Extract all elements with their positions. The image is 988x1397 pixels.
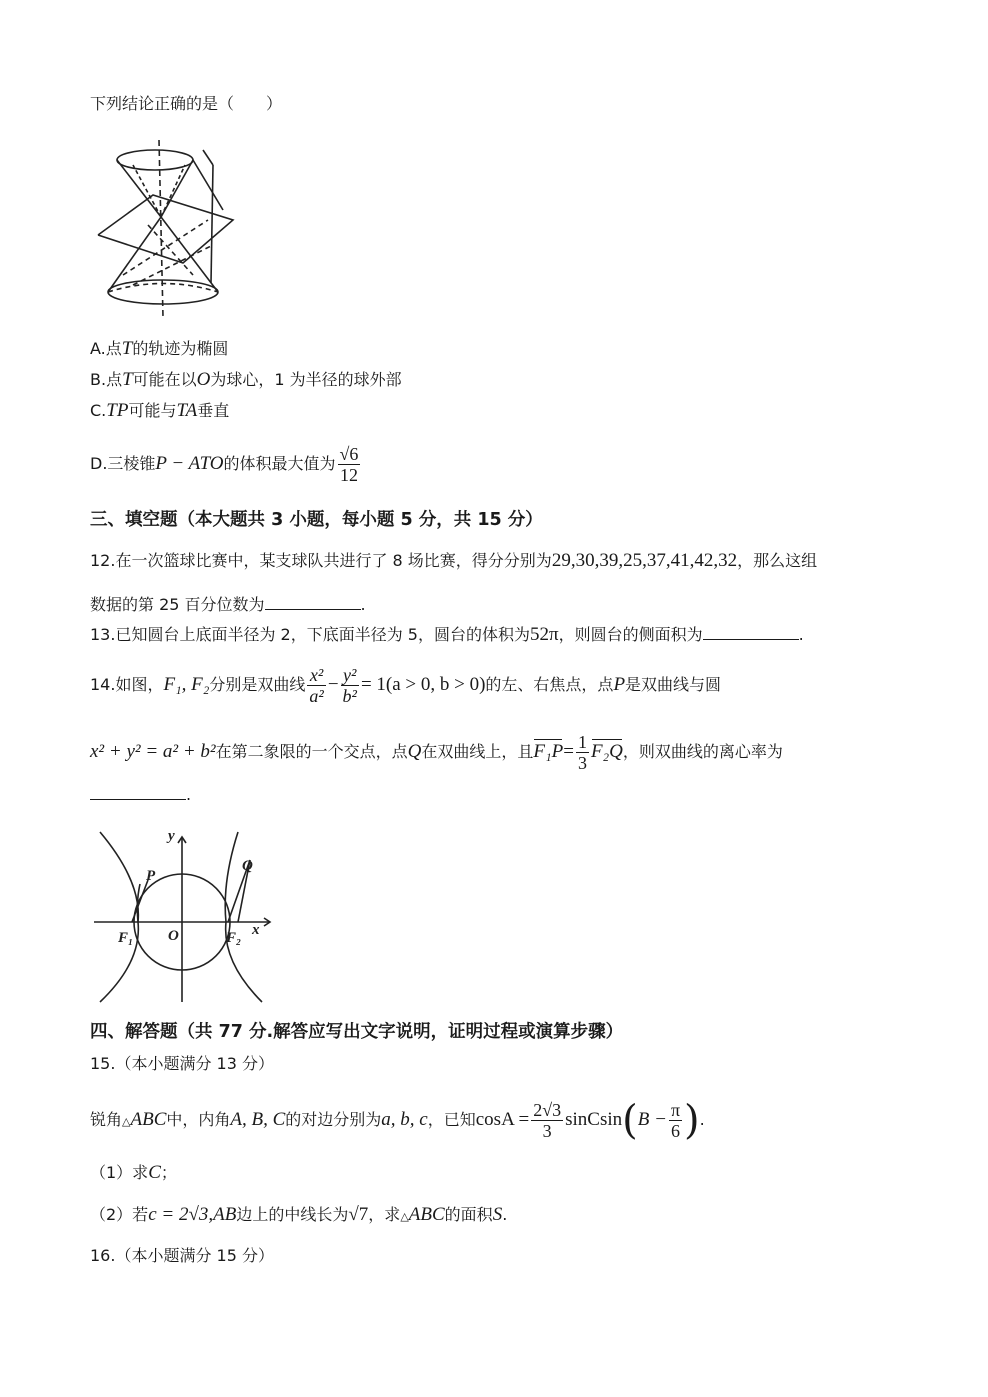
- option-b: B.点T可能在以O为球心，1 为半径的球外部: [90, 369, 402, 390]
- q11-stem: 下列结论正确的是（ ）: [90, 94, 283, 113]
- hyperbola-figure: [90, 822, 280, 1007]
- q12-line2: 数据的第 25 百分位数为 .: [90, 595, 366, 614]
- q15-stem: 锐角△ABC中，内角A, B, C的对边分别为a, b, c，已知cosA = $\frac{2√3}{3}$ sinCsin(B − $\frac{\pi}{6}$ ).: [90, 1097, 705, 1144]
- section-title-solutions: 四、解答题（共 77 分.解答应写出文字说明，证明过程或演算步骤）: [90, 1022, 624, 1042]
- q12-line1: 12.在一次篮球比赛中，某支球队共进行了 8 场比赛，得分分别为29,30,39,25,37,41,42,32，那么这组: [90, 550, 818, 571]
- fig-label-f1: F₁: [118, 930, 134, 946]
- q16-head: 16.（本小题满分 15 分）: [90, 1246, 274, 1265]
- fig-label-x: x: [252, 922, 260, 938]
- fig-label-p: P: [146, 868, 156, 884]
- option-d: D.三棱锥P − ATO的体积最大值为 $\frac{√6}{12}$: [90, 444, 359, 485]
- answer-blank: [265, 595, 361, 610]
- fig-label-y: y: [168, 828, 175, 844]
- fig-label-q: Q: [242, 858, 253, 874]
- q14-line1: 14.如图，F₁, F₂分别是双曲线 $\frac{\text{x²}}{\text{a²}}$ − $\frac{\text{y²}}{\text{b²}}$ = 1(a > 0, b > 0)的左、右焦点，点P是双曲线与圆: [90, 665, 722, 706]
- q14-line3: .: [90, 784, 191, 806]
- answer-blank: [90, 785, 186, 800]
- vector-f1p: F₁P: [533, 741, 564, 762]
- section-title-fill-in: 三、填空题（本大题共 3 小题，每小题 5 分，共 15 分）: [90, 510, 543, 530]
- option-c: C.TP可能与TA垂直: [90, 400, 230, 421]
- fig-label-o: O: [168, 928, 179, 944]
- volume-fraction: $\frac{√6}{12}$: [339, 444, 359, 485]
- q15-sub2: （2）若c = 2√3,AB边上的中线长为√7，求△ABC的面积S.: [90, 1204, 508, 1225]
- q13-line: 13.已知圆台上底面半径为 2，下底面半径为 5，圆台的体积为52π，则圆台的侧面积为 .: [90, 624, 804, 645]
- q15-sub1: （1）求C；: [90, 1162, 177, 1183]
- option-a: A.点T的轨迹为椭圆: [90, 338, 229, 359]
- vector-f2q: F₂Q: [590, 741, 623, 762]
- answer-blank: [703, 625, 799, 640]
- cone-figure: [93, 135, 253, 320]
- q15-head: 15.（本小题满分 13 分）: [90, 1054, 274, 1073]
- fig-label-f2: F₂: [226, 930, 242, 946]
- q14-line2: x² + y² = a² + b²在第二象限的一个交点，点Q在双曲线上，且F₁P= $\frac{1}{3}$ F₂Q，则双曲线的离心率为: [90, 732, 783, 773]
